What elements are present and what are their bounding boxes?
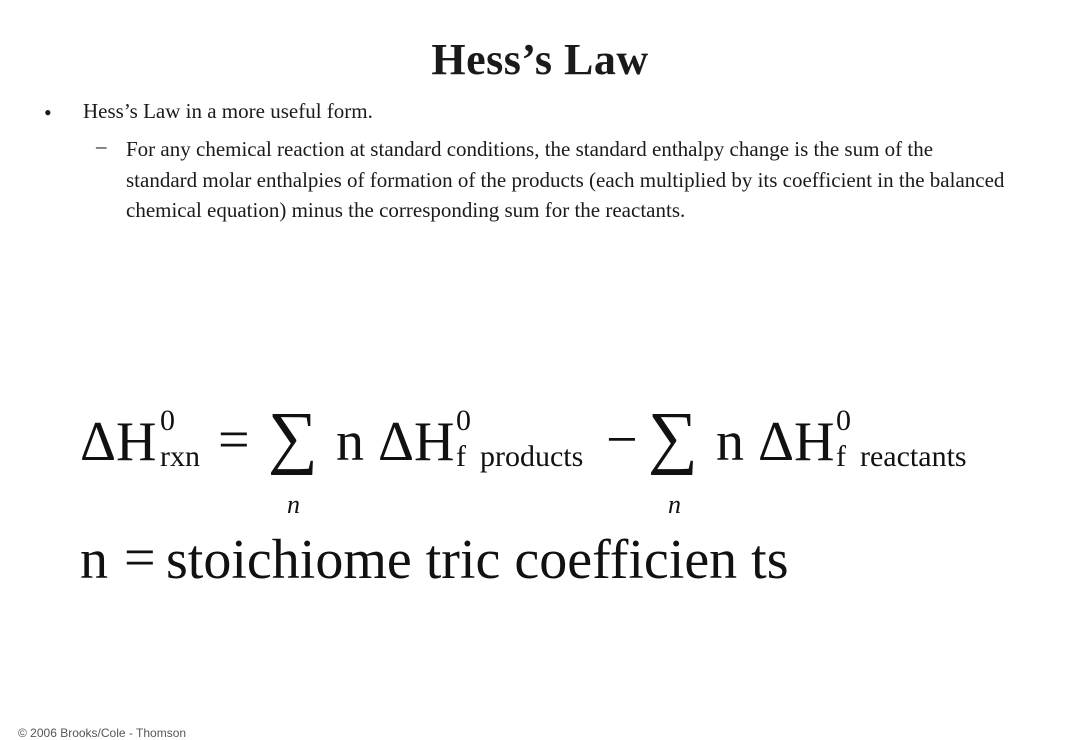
bullet-text: Hess’s Law in a more useful form.: [83, 99, 373, 123]
eq-n-products: n: [336, 411, 364, 473]
eq-equals: =: [218, 409, 250, 471]
copyright-footer: © 2006 Brooks/Cole - Thomson: [18, 726, 187, 740]
eq-delta-h-products: ΔH: [378, 411, 455, 473]
eq-subscript-f-products: f: [456, 440, 466, 473]
eq-n-reactants: n: [716, 411, 744, 473]
def-equals: =: [124, 527, 156, 589]
eq-delta-h-rxn: ΔH: [80, 411, 157, 473]
sub-bullet-text: For any chemical reaction at standard conditions, the standard enthalpy change is the sum of the standard molar enthalpies of formation of the products (each multiplied by its coefficient in the balanced chemical equation) minus the corresponding sum for the reactants.: [126, 137, 1005, 222]
eq-subscript-f-reactants: f: [836, 440, 846, 473]
eq-subscript-products: products: [480, 440, 584, 473]
def-text: stoichiome tric coefficien ts: [166, 529, 789, 591]
slide-title: Hess’s Law: [431, 35, 649, 84]
eq-delta-h-reactants: ΔH: [758, 411, 835, 473]
eq-sigma-products: ∑: [268, 399, 318, 476]
eq-subscript-rxn: rxn: [160, 440, 200, 473]
eq-sum-index-reactants: n: [668, 490, 681, 519]
eq-sum-index-products: n: [287, 490, 300, 519]
def-n: n: [80, 529, 108, 591]
eq-minus: −: [606, 409, 638, 471]
eq-superscript-products: 0: [456, 404, 471, 437]
eq-superscript-reactants: 0: [836, 404, 851, 437]
bullet-marker: •: [44, 100, 52, 125]
eq-subscript-reactants: reactants: [860, 440, 967, 473]
eq-sigma-reactants: ∑: [648, 399, 698, 476]
sub-bullet-marker: –: [96, 134, 107, 158]
eq-superscript-rxn: 0: [160, 404, 175, 437]
